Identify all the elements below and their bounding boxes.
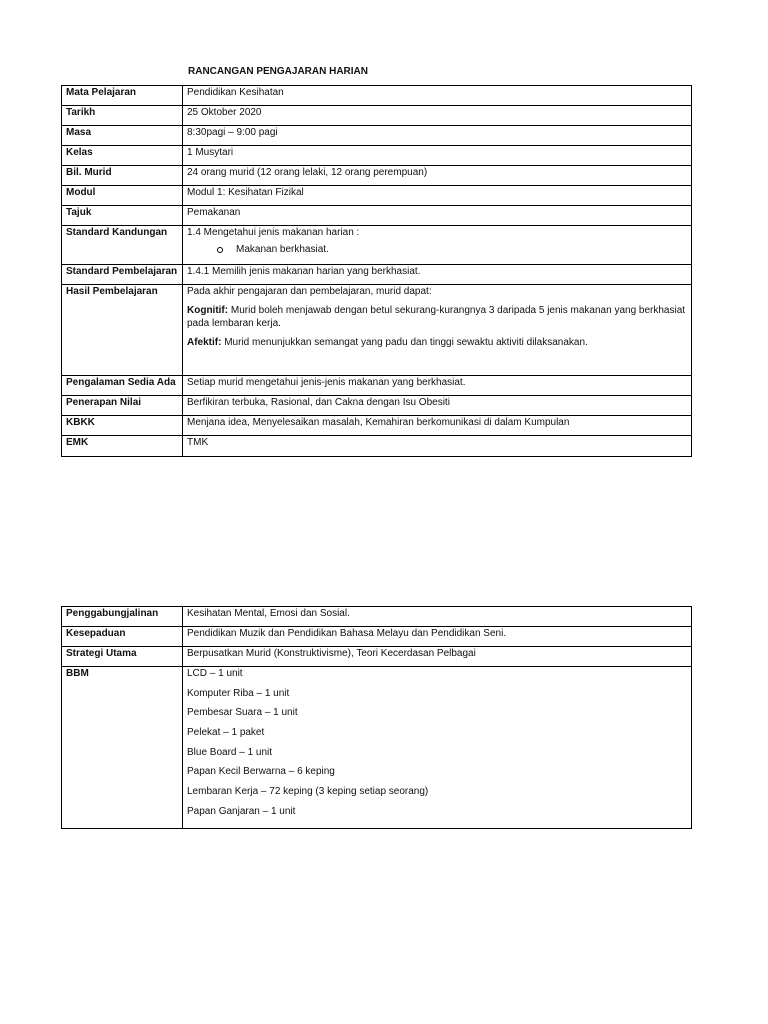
table-row (62, 86, 692, 106)
row-value: 1.4.1 Memilih jenis makanan harian yang berkhasiat. (183, 265, 692, 285)
row-label: Bil. Murid (62, 166, 183, 186)
row-value (183, 285, 692, 376)
row-label: Tajuk (62, 206, 183, 226)
lesson-plan-table-2 (61, 606, 692, 829)
table-row (62, 106, 692, 126)
list-item: Papan Ganjaran – 1 unit (187, 805, 296, 817)
affective-outcome (187, 336, 687, 349)
row-value: Pemakanan (183, 206, 692, 226)
table-row (62, 186, 692, 206)
row-label: KBKK (62, 416, 183, 436)
table-row (62, 607, 692, 627)
row-value: 1 Musytari (183, 146, 692, 166)
list-item-text: Makanan berkhasiat. (236, 244, 329, 255)
table-row (62, 647, 692, 667)
content-standard-text: 1.4 Mengetahui jenis makanan harian : (187, 227, 360, 238)
row-label: Masa (62, 126, 183, 146)
row-label: Pengalaman Sedia Ada (62, 376, 183, 396)
list-item (187, 243, 687, 256)
row-label: Tarikh (62, 106, 183, 126)
affective-label: Afektif: (187, 337, 222, 348)
cognitive-outcome (187, 304, 687, 330)
list-item: Papan Kecil Berwarna – 6 keping (187, 766, 335, 778)
list-item: Komputer Riba – 1 unit (187, 687, 290, 699)
list-item: Lembaran Kerja – 72 keping (3 keping setiap seorang) (187, 786, 429, 798)
list-item: Pembesar Suara – 1 unit (187, 707, 298, 719)
affective-text: Murid menunjukkan semangat yang padu dan tinggi sewaktu aktiviti dilaksanakan. (221, 337, 588, 348)
table-row (62, 126, 692, 146)
table-row (62, 146, 692, 166)
row-value (183, 667, 692, 829)
page-title: RANCANGAN PENGAJARAN HARIAN (188, 66, 369, 77)
list-item: Blue Board – 1 unit (187, 746, 273, 758)
row-label: EMK (62, 436, 183, 457)
row-label: Kelas (62, 146, 183, 166)
row-value: Modul 1: Kesihatan Fizikal (183, 186, 692, 206)
cognitive-label: Kognitif: (187, 305, 229, 316)
row-value: Kesihatan Mental, Emosi dan Sosial. (183, 607, 692, 627)
row-value: TMK (183, 436, 692, 457)
row-label: Standard Pembelajaran (62, 265, 183, 285)
table-row (62, 226, 692, 265)
table-row (62, 166, 692, 186)
row-value: 25 Oktober 2020 (183, 106, 692, 126)
table-row (62, 285, 692, 376)
row-value: Pendidikan Muzik dan Pendidikan Bahasa Melayu dan Pendidikan Seni. (183, 627, 692, 647)
row-value: Berfikiran terbuka, Rasional, dan Cakna dengan Isu Obesiti (183, 396, 692, 416)
row-label: Strategi Utama (62, 647, 183, 667)
list-item: LCD – 1 unit (187, 668, 243, 679)
row-label: Penerapan Nilai (62, 396, 183, 416)
bullet-icon (217, 247, 223, 253)
table-row (62, 667, 692, 829)
table-row (62, 396, 692, 416)
row-label: Kesepaduan (62, 627, 183, 647)
row-value: Setiap murid mengetahui jenis-jenis makanan yang berkhasiat. (183, 376, 692, 396)
table-row (62, 436, 692, 457)
table-row (62, 627, 692, 647)
row-label: Penggabungjalinan (62, 607, 183, 627)
table-row (62, 265, 692, 285)
table-row (62, 376, 692, 396)
row-value (183, 226, 692, 265)
row-label: BBM (62, 667, 183, 829)
lesson-plan-table-1 (61, 85, 692, 457)
table-row (62, 416, 692, 436)
materials-list (187, 667, 687, 818)
table-row (62, 206, 692, 226)
row-value: 24 orang murid (12 orang lelaki, 12 orang perempuan) (183, 166, 692, 186)
row-value: Menjana idea, Menyelesaikan masalah, Kemahiran berkomunikasi di dalam Kumpulan (183, 416, 692, 436)
row-label: Standard Kandungan (62, 226, 183, 265)
row-label: Mata Pelajaran (62, 86, 183, 106)
learning-outcome-intro: Pada akhir pengajaran dan pembelajaran, murid dapat: (187, 286, 432, 297)
list-item: Pelekat – 1 paket (187, 727, 265, 739)
row-value: 8:30pagi – 9:00 pagi (183, 126, 692, 146)
row-value: Berpusatkan Murid (Konstruktivisme), Teori Kecerdasan Pelbagai (183, 647, 692, 667)
row-label: Modul (62, 186, 183, 206)
cognitive-text: Murid boleh menjawab dengan betul sekurang-kurangnya 3 daripada 5 jenis makanan yang berkhasiat pada lembaran kerja. (187, 305, 686, 329)
row-value: Pendidikan Kesihatan (183, 86, 692, 106)
row-label: Hasil Pembelajaran (62, 285, 183, 376)
